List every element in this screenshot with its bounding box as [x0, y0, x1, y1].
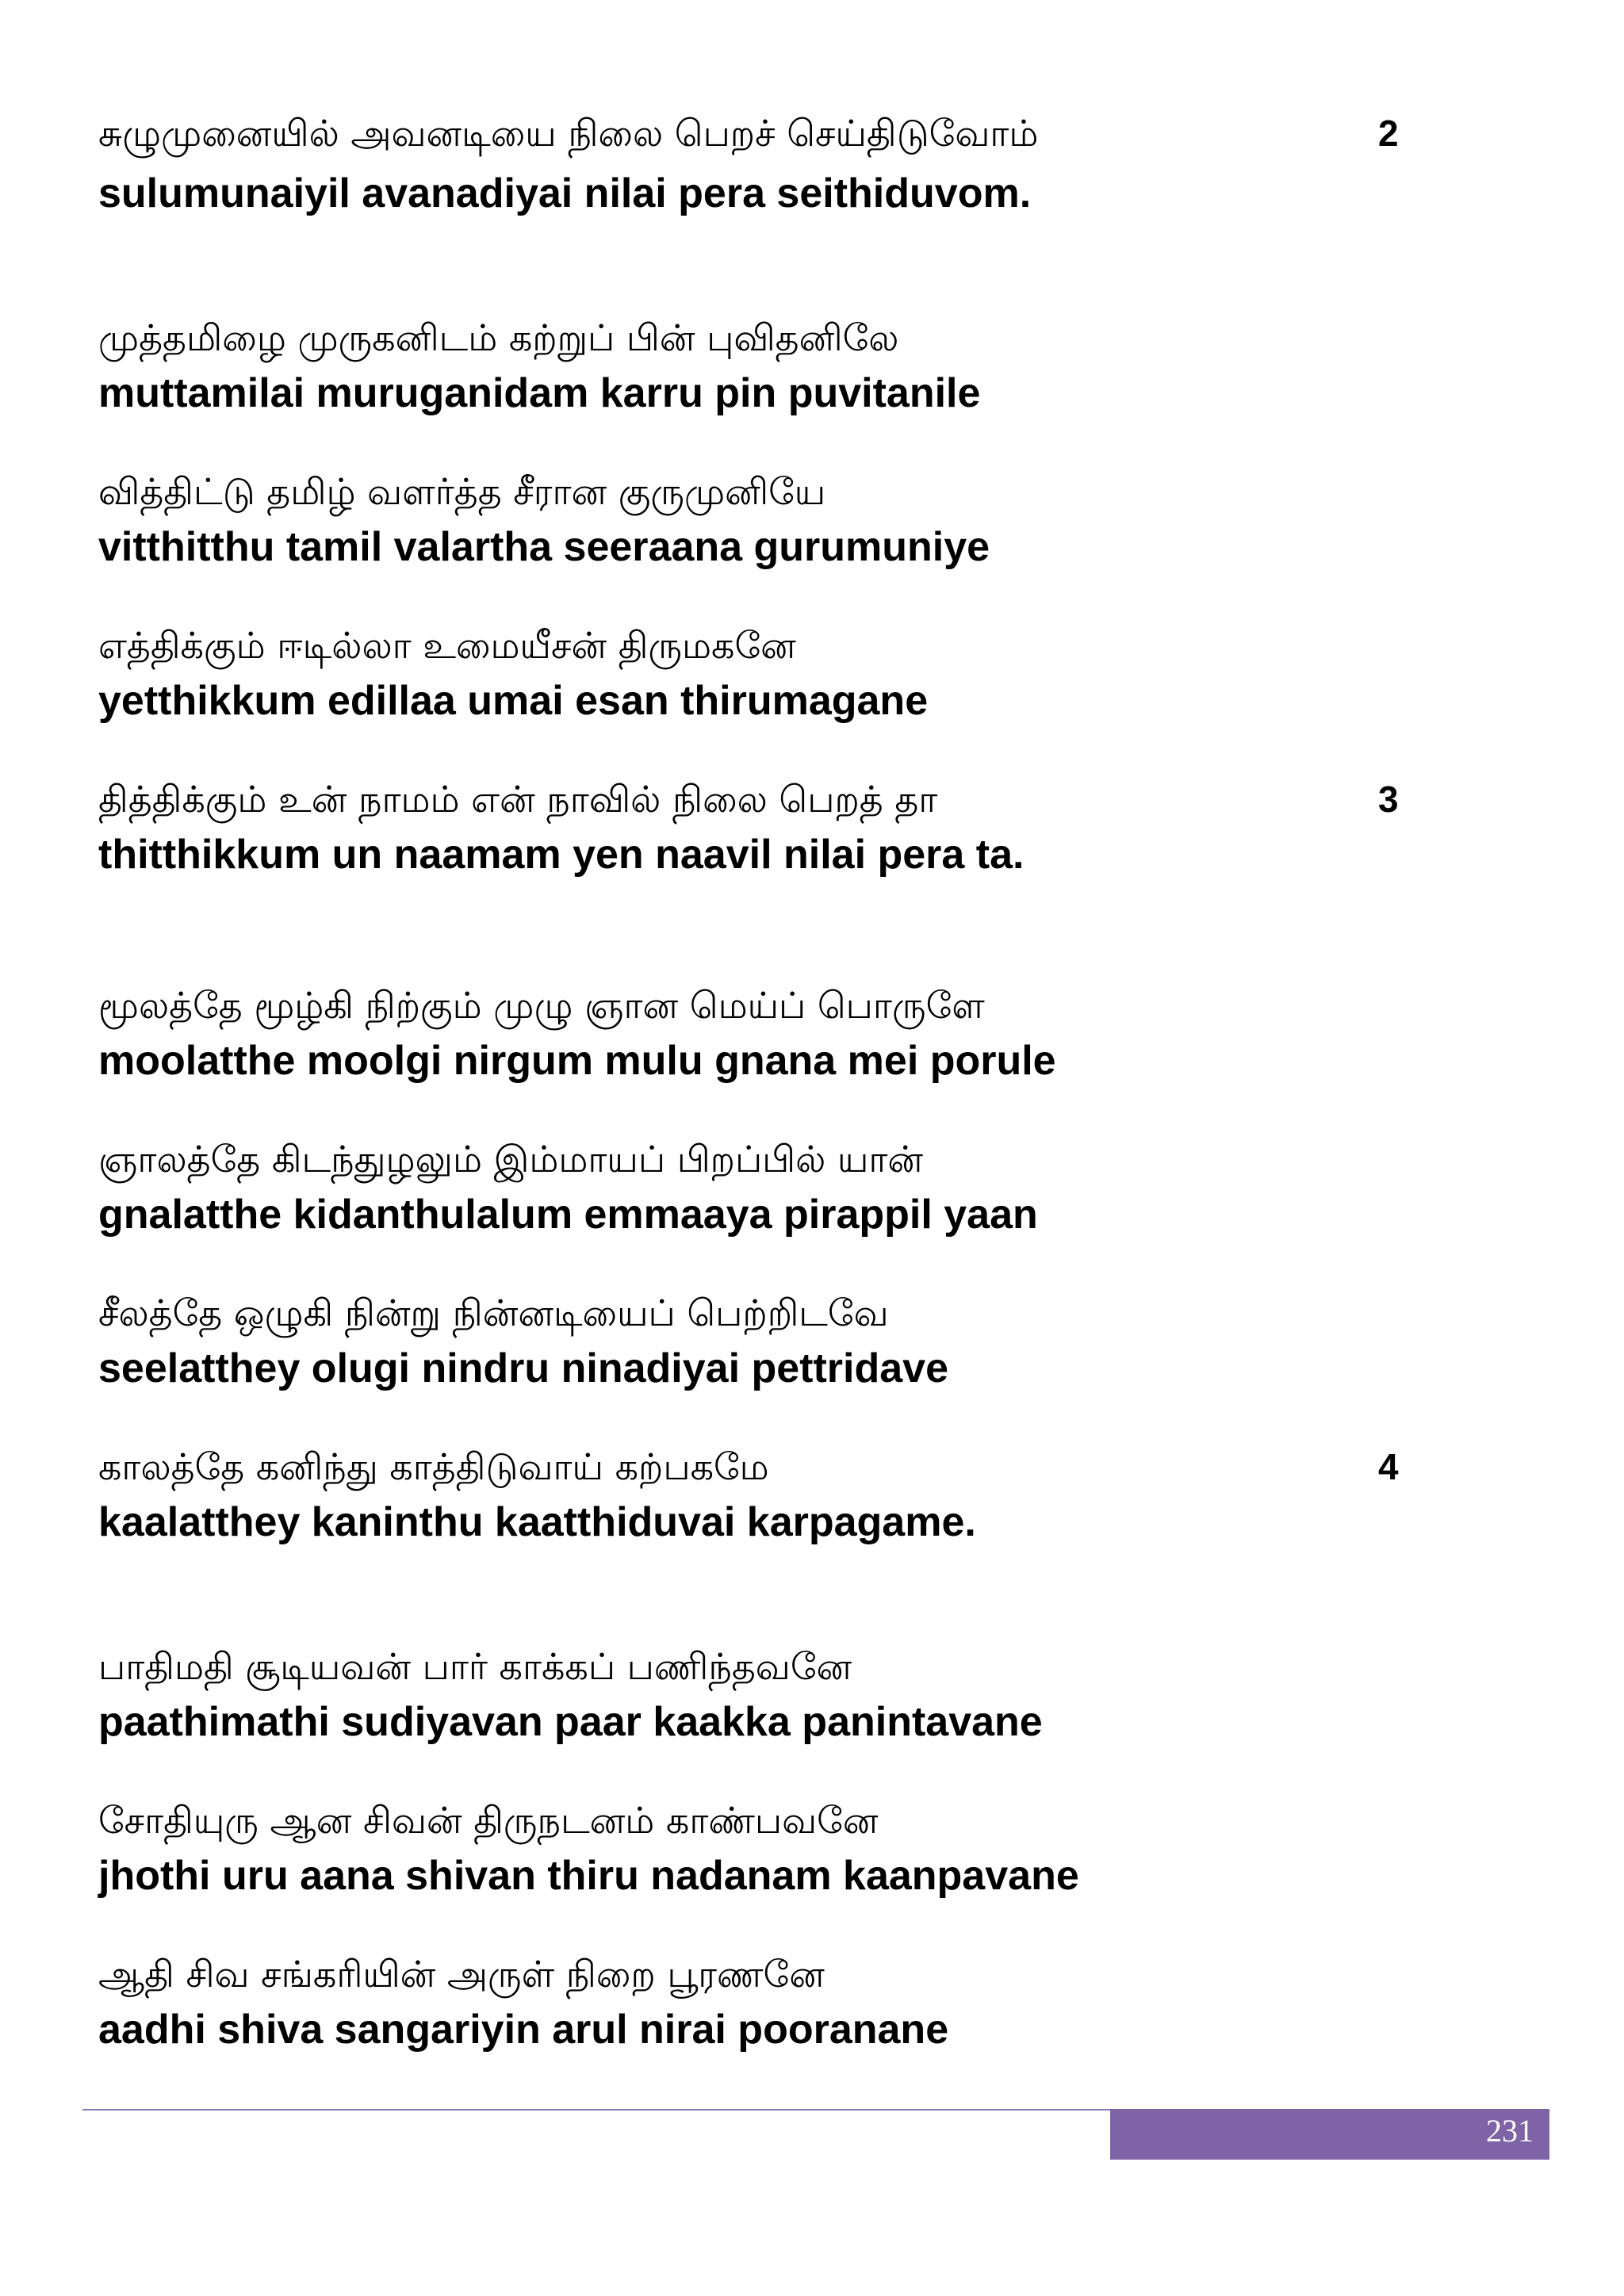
- tamil-line: காலத்தே கனிந்து காத்திடுவாய் கற்பகமே: [98, 1445, 769, 1488]
- tamil-line: சீலத்தே ஒழுகி நின்று நின்னடியைப் பெற்றிடவே: [98, 1292, 889, 1334]
- tamil-line: சுழுமுனையில் அவனடியை நிலை பெறச் செய்திடுவோம்: [98, 112, 1039, 155]
- transliteration-line: paathimathi sudiyavan paar kaakka panintavane: [98, 1699, 1043, 1745]
- tamil-line: பாதிமதி சூடியவன் பார் காக்கப் பணிந்தவனே: [98, 1645, 852, 1688]
- tamil-line: ஆதி சிவ சங்கரியின் அருள் நிறை பூரணனே: [98, 1953, 825, 1996]
- tamil-line: ஞாலத்தே கிடந்துழலும் இம்மாயப் பிறப்பில் யான்: [98, 1138, 924, 1181]
- transliteration-line: moolatthe moolgi nirgum mulu gnana mei porule: [98, 1038, 1056, 1084]
- verse-number: 3: [1378, 779, 1399, 820]
- transliteration-line: thitthikkum un naamam yen naavil nilai pera ta.: [98, 832, 1025, 878]
- transliteration-line: vitthitthu tamil valartha seeraana gurumuniye: [98, 524, 990, 570]
- verse-number: 2: [1378, 113, 1399, 154]
- tamil-line: வித்திட்டு தமிழ் வளர்த்த சீரான குருமுனியே: [98, 470, 826, 513]
- transliteration-line: gnalatthe kidanthulalum emmaaya pirappil yaan: [98, 1192, 1038, 1238]
- transliteration-line: muttamilai muruganidam karru pin puvitanile: [98, 370, 981, 416]
- verse-number: 4: [1378, 1446, 1399, 1487]
- page-number-box: [1110, 2109, 1549, 2160]
- tamil-line: முத்தமிழை முருகனிடம் கற்றுப் பின் புவிதனிலே: [98, 316, 899, 359]
- transliteration-line: jhothi uru aana shivan thiru nadanam kaanpavane: [98, 1853, 1079, 1899]
- transliteration-line: sulumunaiyil avanadiyai nilai pera seithiduvom.: [98, 170, 1032, 216]
- tamil-line: மூலத்தே மூழ்கி நிற்கும் முழு ஞான மெய்ப் பொருளே: [98, 984, 985, 1027]
- tamil-line: எத்திக்கும் ஈடில்லா உமையீசன் திருமகனே: [98, 624, 796, 667]
- tamil-line: சோதியுரு ஆன சிவன் திருநடனம் காண்பவனே: [98, 1799, 879, 1842]
- page-number: 231: [1486, 2113, 1534, 2149]
- transliteration-line: kaalatthey kaninthu kaatthiduvai karpagame.: [98, 1499, 976, 1545]
- tamil-line: தித்திக்கும் உன் நாமம் என் நாவில் நிலை பெறத் தா: [98, 778, 938, 821]
- transliteration-line: seelatthey olugi nindru ninadiyai pettridave: [98, 1345, 948, 1391]
- transliteration-line: yetthikkum edillaa umai esan thirumagane: [98, 678, 929, 724]
- transliteration-line: aadhi shiva sangariyin arul nirai pooranane: [98, 2007, 949, 2053]
